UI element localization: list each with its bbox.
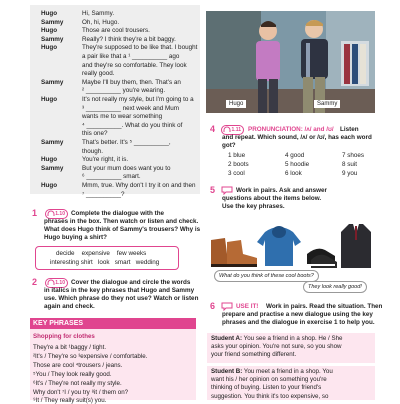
student-a-title: Student A:	[211, 335, 243, 342]
key-phrase: Why don't ⁷I / you try ⁸it / them on?	[33, 389, 129, 396]
exercise-1-line-1: Complete the dialogue with the	[71, 210, 165, 217]
audio-track-label: 1.10	[55, 211, 65, 217]
audio-track-label: 1.11	[231, 127, 241, 133]
exercise-2-line-2: in italics in the key phrases that Hugo and Sammy	[44, 287, 195, 294]
dialogue-box	[30, 5, 200, 198]
student-b-text: thinking of buying. Listen to your friend's	[211, 384, 322, 392]
photo-label-hugo: Hugo	[226, 100, 246, 108]
dialogue-text: ⁴ __________. What do you think of	[82, 121, 183, 129]
dialogue-text: ⁷ __________?	[82, 190, 125, 198]
speaker-name: Hugo	[41, 156, 58, 164]
key-phrases-header	[30, 318, 196, 329]
speech-bubble-icon	[221, 302, 233, 311]
exercise-4-line-1: Listen	[340, 126, 359, 133]
speaker-name: Sammy	[41, 164, 64, 172]
pron-word: 1 blue	[228, 152, 246, 159]
dialogue-text: wants me to wear something	[82, 113, 163, 121]
dialogue-text: They're supposed to be like that. I bought	[82, 44, 198, 52]
pronunciation-title: PRONUNCIATION: /ʌ/ and /ʊ/	[248, 126, 334, 133]
dialogue-text: ³ __________ next week and Mum	[82, 104, 179, 112]
dialogue-text: Mmm, true. Why don't I try it on and then	[82, 182, 196, 189]
word-box-row-1	[56, 250, 146, 257]
photo-label-sammy: Sammy	[314, 100, 340, 108]
student-a-text: your friend something different.	[211, 351, 297, 359]
pron-word: 7 shoes	[342, 152, 365, 159]
exercise-4-line-3: got?	[222, 142, 236, 149]
dialogue-text: Oh, hi, Hugo.	[82, 18, 120, 26]
student-b-text: want his / her opinion on something you're	[211, 376, 327, 384]
headphones-icon	[223, 126, 231, 134]
exercise-1-line-2: phrases in the box. Then watch or listen and check.	[44, 218, 199, 225]
exercise-6-number: 6	[210, 301, 216, 311]
suit-icon	[341, 224, 371, 268]
dialogue-text: a pair like that a ¹ __________ ago	[82, 53, 180, 60]
hoodie-icon	[257, 226, 301, 266]
exercise-5-line-1: Work in pairs. Ask and answer	[236, 187, 327, 194]
student-b-title: Student B:	[211, 368, 243, 375]
student-a-text: You see a friend in a shop. He / She	[243, 335, 343, 342]
exercise-6-line-2: prepare and practise a new dialogue using the key	[222, 311, 373, 318]
word-option: smart	[114, 259, 131, 266]
speaker-name: Sammy	[41, 35, 64, 43]
speaker-name: Sammy	[41, 139, 64, 146]
use-it-title: USE IT!	[236, 303, 259, 310]
audio-track-label: 1.10	[55, 280, 65, 286]
key-phrase: ⁶It's / They're not really my style.	[33, 380, 122, 387]
dialogue-text: ² __________ you're wearing.	[82, 87, 166, 95]
exercise-2-line-3: use. Which phrase do they not use? Watch or listen	[44, 295, 199, 302]
key-phrases-subtitle: Shopping for clothes	[33, 333, 95, 340]
word-option: interesting shirt	[50, 259, 93, 266]
exercise-4-line-2: and repeat. Which sound, /ʌ/ or /ʊ/, has each word	[222, 134, 372, 141]
pron-word: 8 suit	[342, 161, 358, 168]
exercise-1-line-3: What does Hugo think of Sammy's trousers? Why is	[44, 226, 201, 233]
key-phrase: ⁵You / They look really good.	[33, 371, 112, 378]
dialogue-text: this one?	[82, 130, 108, 138]
exercise-2-line-4: again and check.	[44, 303, 95, 310]
speaker-name: Hugo	[41, 10, 58, 17]
student-a-box	[207, 333, 375, 363]
speaker-name: Hugo	[41, 182, 58, 189]
dialogue-text: Hi, Sammy.	[82, 10, 115, 17]
word-option: decide	[56, 250, 75, 257]
dialogue-text: It's not really my style, but I'm going to a	[82, 96, 194, 103]
speaker-name: Sammy	[41, 78, 64, 86]
student-b-box	[207, 366, 375, 400]
key-phrase: Those are cool ⁴trousers / jeans.	[33, 362, 123, 369]
exercise-5-number: 5	[210, 185, 216, 195]
exercise-6-line-3: phrases and the dialogue in exercise 1 to help you.	[222, 319, 375, 326]
clothing-items-illustration	[207, 220, 375, 270]
speaker-name: Hugo	[41, 44, 58, 52]
student-b-text: suggestion. You think it's too expensive, so	[211, 392, 329, 400]
dialogue-text: ⁶ __________ smart.	[82, 173, 141, 181]
speaker-name: Hugo	[41, 27, 58, 35]
word-option: look	[97, 259, 110, 266]
exercise-4-number: 4	[210, 124, 216, 134]
pron-word: 5 hoodie	[285, 161, 310, 168]
speech-bubble-icon	[221, 186, 233, 195]
dialogue-text: You're right, it is.	[82, 156, 129, 164]
word-box-row-2	[50, 259, 159, 266]
pron-word: 3 cool	[228, 170, 245, 177]
pron-word: 9 you	[342, 170, 358, 177]
speech-bubble-question: What do you think of these cool boots?	[214, 270, 319, 282]
exercise-6-line-1: Work in pairs. Read the situation. Then	[266, 303, 383, 310]
pron-word: 4 good	[285, 152, 305, 159]
exercise-2-number: 2	[32, 277, 38, 287]
shoes-icon	[307, 249, 337, 268]
boots-icon	[211, 238, 257, 267]
key-phrase: ⁹It / They really suit(s) you.	[33, 397, 107, 404]
key-phrase: ²It's / They're so ³expensive / comfortable.	[33, 353, 148, 360]
dialogue-text: Those are cool trousers.	[82, 27, 150, 35]
key-phrase: They're a bit ¹baggy / tight.	[33, 344, 107, 351]
dialogue-text: though.	[82, 147, 104, 155]
word-box	[35, 246, 179, 270]
pron-word: 2 boots	[228, 161, 249, 168]
key-phrases-box	[30, 318, 196, 404]
speaker-name: Sammy	[41, 18, 64, 26]
exercise-1-line-4: Hugo buying a shirt?	[44, 234, 107, 241]
dialogue-text: Maybe I'll buy them, then. That's an	[82, 78, 181, 86]
pron-word: 6 look	[285, 170, 302, 177]
student-b-text: You meet a friend in a shop. You	[243, 368, 333, 375]
student-a-text: asks your opinion. You're not sure, so you show	[211, 343, 342, 351]
dialogue-text: really good.	[82, 70, 115, 78]
exercise-5-line-2: questions about the items below.	[222, 195, 322, 202]
word-option: few weeks	[116, 250, 147, 257]
headphones-icon	[47, 279, 55, 287]
speech-bubble-answer: They look really good!	[303, 281, 367, 293]
headphones-icon	[47, 210, 55, 218]
word-option: expensive	[81, 250, 110, 257]
dialogue-text: But your mum does want you to	[82, 164, 171, 172]
exercise-1-number: 1	[32, 208, 38, 218]
key-phrases-title: KEY PHRASES	[33, 320, 84, 327]
photo-hugo-sammy	[206, 11, 375, 113]
speaker-name: Hugo	[41, 96, 58, 103]
shop-photo-illustration	[206, 11, 375, 113]
exercise-2-line-1: Cover the dialogue and circle the words	[71, 279, 191, 286]
dialogue-text: That's better. It's ⁵ __________,	[82, 139, 171, 146]
dialogue-text: Really? I think they're a bit baggy.	[82, 35, 176, 43]
exercise-5-line-3: Use the key phrases.	[222, 203, 285, 210]
dialogue-text: and they're so comfortable. They look	[82, 61, 187, 69]
word-option: wedding	[135, 259, 160, 266]
